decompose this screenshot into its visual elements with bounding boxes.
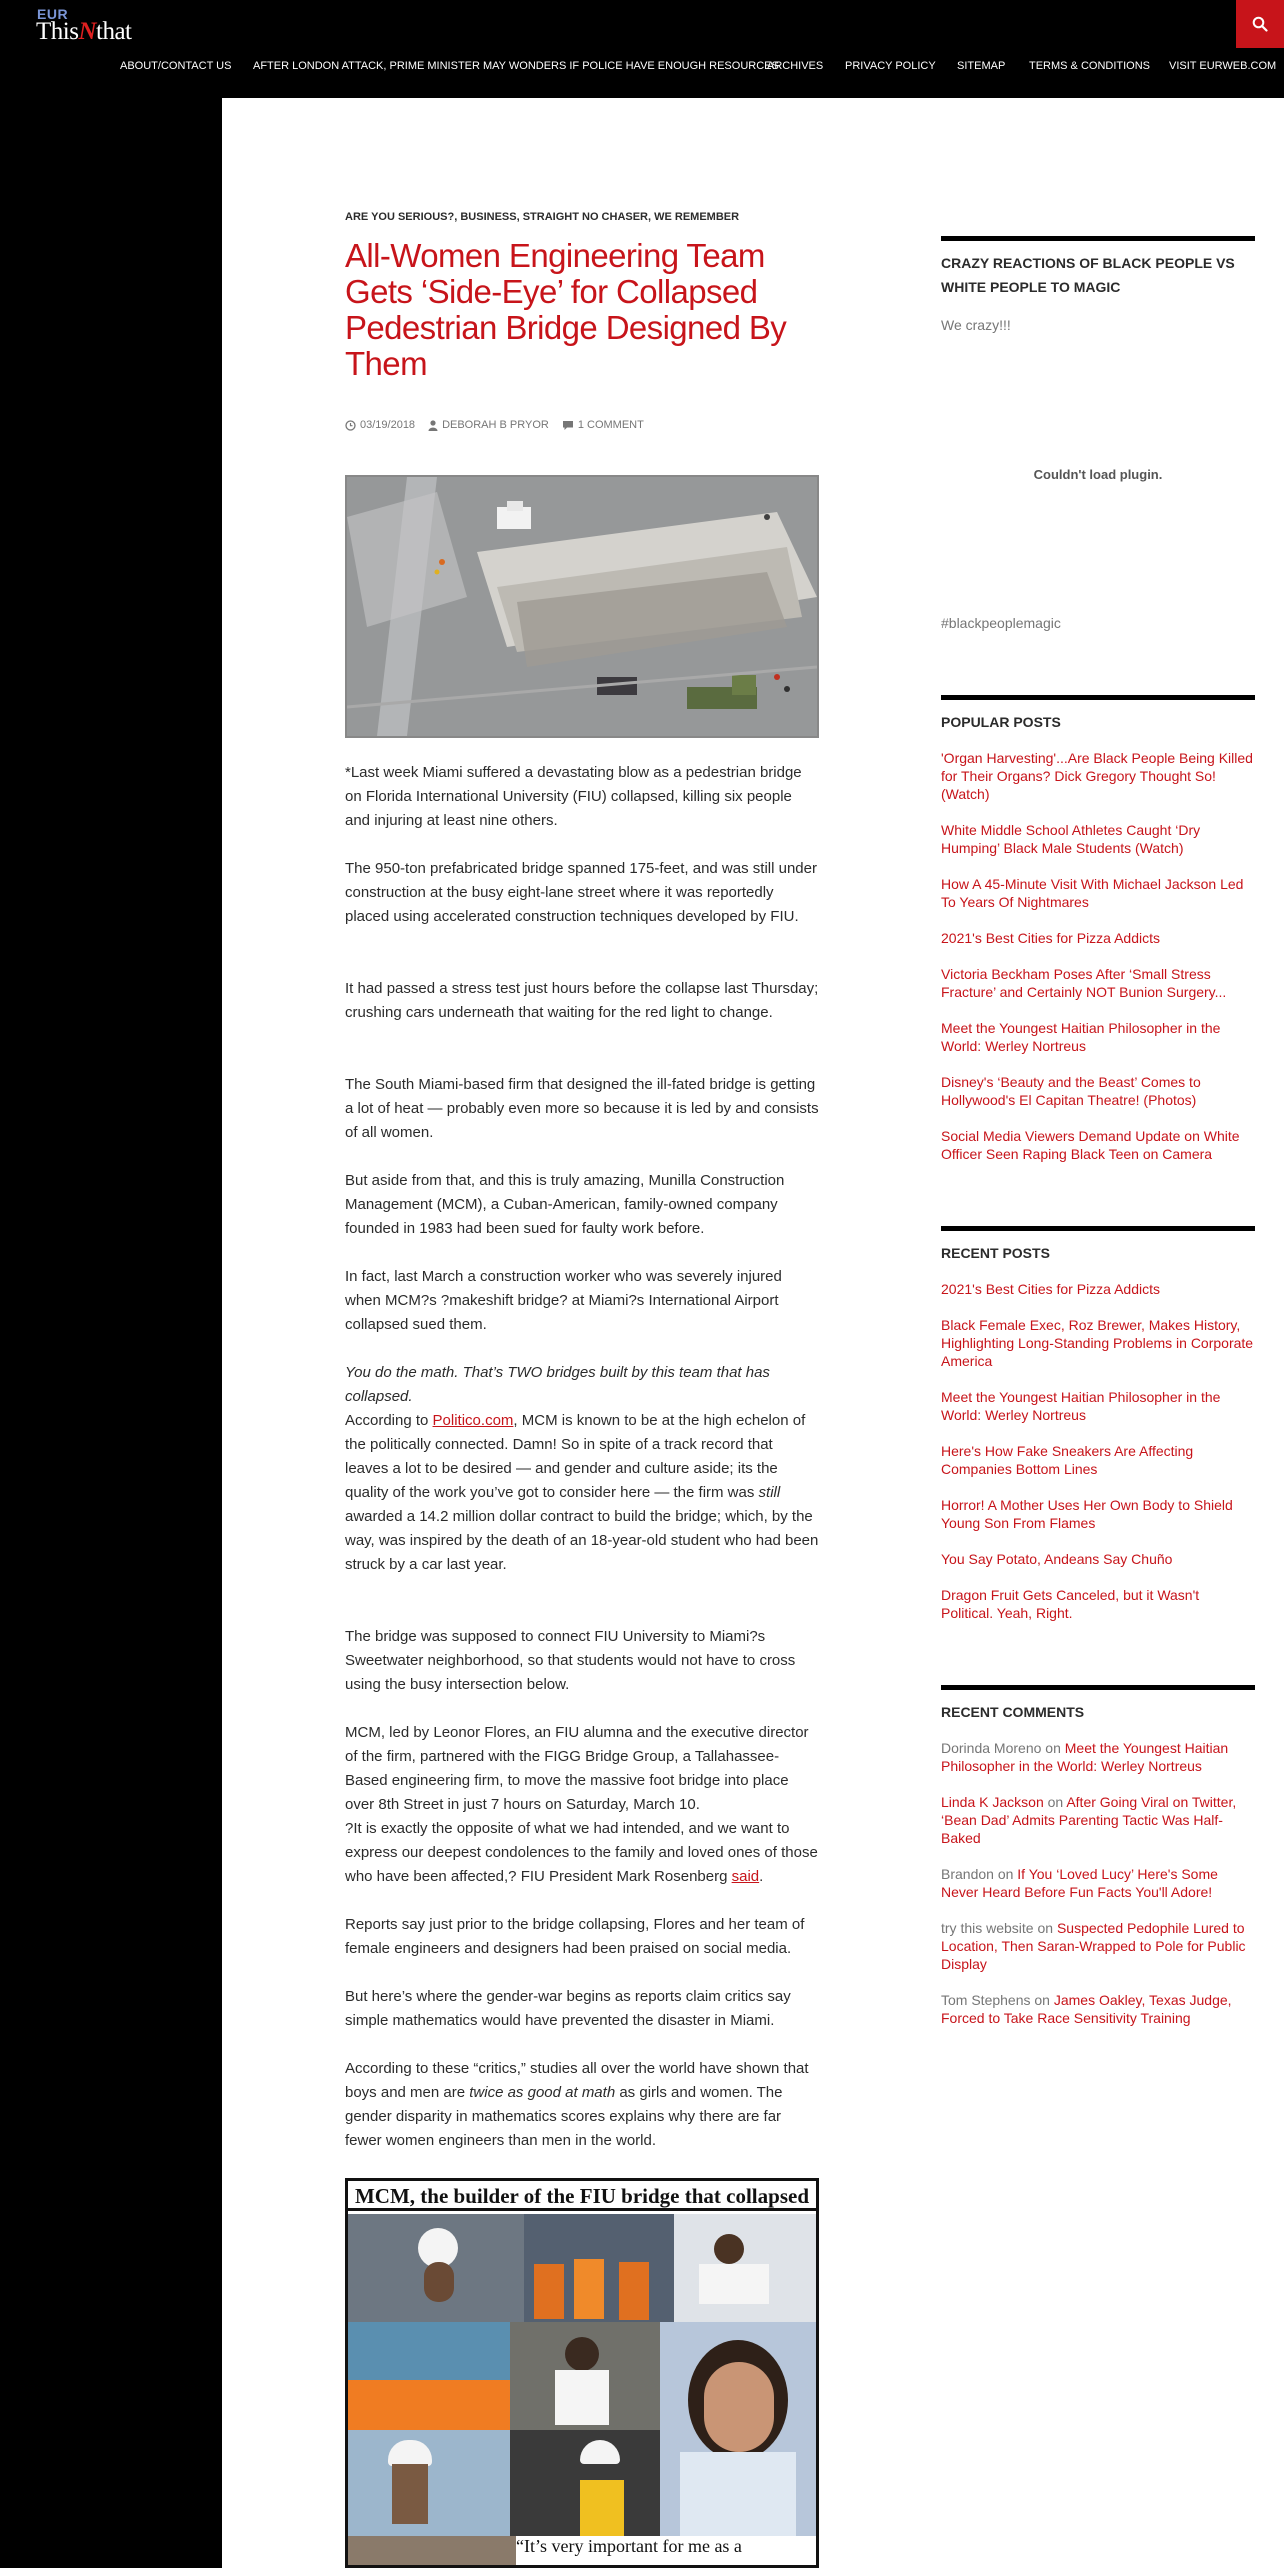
article-paragraph: But here’s where the gender-war begins as reports claim critics say simple mathematics would have prevented the disaster in Miami. [345,1988,791,2029]
comment-author: Dorinda Moreno [941,1740,1042,1756]
comment-post-link[interactable]: Suspected Pedophile Lured to Location, Then Saran-Wrapped to Pole for Public Display [941,1920,1246,1972]
article-paragraph: According to these “critics,” studies all over the world have shown that boys and men are twice as good at math as girls and women. The gender disparity in mathematics scores explains why there are far fewer women engineers than men in the world. [345,2060,809,2149]
said-link[interactable]: said [731,1868,760,1885]
article-paragraph: The bridge was supposed to connect FIU University to Miami?s Sweetwater neighborhood, so that students would not have to cross using the busy intersection below. [345,1628,796,1693]
primary-nav [0,60,1284,88]
recent-posts-widget [941,1226,1255,1622]
article-paragraph: ?It is exactly the opposite of what we had intended, and we want to express our deepest condolences to the family and loved ones of those who have been affected,? FIU President Mark Rosenberg said. [345,1820,818,1885]
article-paragraph: The 950-ton prefabricated bridge spanned 175-feet, and was still under construction at the busy eight-lane street where it was reportedly placed using accelerated construction techniques developed by FIU. [345,860,817,925]
widget-divider [941,1226,1255,1231]
search-icon [1252,16,1268,32]
widget-title: RECENT COMMENTS [941,1704,1085,1720]
recent-post-link[interactable]: Meet the Youngest Haitian Philosopher in the World: Werley Nortreus [941,1389,1221,1423]
site-header [0,0,1284,98]
collage-photo [524,2214,674,2322]
popular-post-link[interactable]: 2021's Best Cities for Pizza Addicts [941,930,1160,946]
comment-author: Brandon [941,1866,994,1882]
collage-photo [348,2214,524,2322]
article-title[interactable]: All-Women Engineering Team Gets ‘Side-Eye’ for Collapsed Pedestrian Bridge Designed By Them [345,237,787,382]
article-meta [345,419,644,431]
article-paragraph: *Last week Miami suffered a devastating blow as a pedestrian bridge on Florida International University (FIU) collapsed, killing six people and injuring at least nine others. [345,764,802,829]
magic-video-widget [941,236,1255,631]
comment-author: Tom Stephens [941,1992,1031,2008]
widget-title: CRAZY REACTIONS OF BLACK PEOPLE VS WHITE PEOPLE TO MAGIC [941,255,1235,295]
widget-title: RECENT POSTS [941,1245,1050,1261]
nav-sitemap[interactable]: SITEMAP [957,60,1006,72]
category-link[interactable]: BUSINESS [460,211,517,223]
comment-icon [562,420,574,431]
widget-title: POPULAR POSTS [941,714,1061,730]
recent-post-link[interactable]: Black Female Exec, Roz Brewer, Makes History, Highlighting Long-Standing Problems in Corporate America [941,1317,1254,1369]
article-paragraph: According to Politico.com, MCM is known to be at the high echelon of the politically connected. Damn! So in spite of a track record that leaves a lot to be desired — and gender and culture aside; its the quality of the work you’ve got to consider here — the firm was still awarded a 14.2 million dollar contract to build the bridge; which, by the way, was inspired by the death of an 18-year-old student who had been struck by a car last year. [345,1412,819,1573]
article-paragraph: MCM, led by Leonor Flores, an FIU alumna and the executive director of the firm, partnered with the FIGG Bridge Group, a Tallahassee-Based engineering firm, to move the massive foot bridge into place over 8th Street in just 7 hours on Saturday, March 10. [345,1724,809,1813]
widget-text: We crazy!!! [941,317,1011,333]
widget-divider [941,695,1255,700]
comment-post-link[interactable]: After Going Viral on Twitter, ‘Bean Dad’ Admits Parenting Tactic Was Half-Baked [941,1794,1237,1846]
widget-divider [941,236,1255,241]
mcm-team-collage [345,2178,819,2568]
collage-photo [348,2322,510,2430]
article-paragraph: In fact, last March a construction worker who was severely injured when MCM?s ?makeshift bridge? at Miami?s International Airport collapsed sued them. [345,1268,782,1333]
article-paragraph: But aside from that, and this is truly amazing, Munilla Construction Management (MCM), a Cuban-American, family-owned company founded in 1983 had been sued for faulty work before. [345,1172,785,1237]
collage-photo [348,2430,510,2536]
popular-posts-widget [941,695,1255,1163]
nav-about-contact[interactable]: ABOUT/CONTACT US [120,60,232,72]
recent-comments-widget [941,1685,1255,2027]
popular-post-link[interactable]: 'Organ Harvesting'...Are Black People Being Killed for Their Organs? Dick Gregory Thought So! (Watch) [941,750,1253,802]
popular-post-link[interactable]: Victoria Beckham Poses After ‘Small Stress Fracture’ and Certainly NOT Bunion Surgery... [941,966,1227,1000]
bridge-collapse-photo [345,475,819,738]
popular-post-link[interactable]: Disney's ‘Beauty and the Beast’ Comes to Hollywood's El Capitan Theatre! (Photos) [941,1074,1201,1108]
politico-link[interactable]: Politico.com [432,1412,514,1429]
site-logo[interactable] [36,6,196,48]
recent-comment: Linda K Jackson on After Going Viral on Twitter, ‘Bean Dad’ Admits Parenting Tactic Was Half-Baked [941,1794,1237,1846]
collage-photo [674,2214,816,2322]
comment-author-link[interactable]: Linda K Jackson [941,1794,1044,1810]
collage-photo [510,2430,660,2536]
article-paragraph: Reports say just prior to the bridge collapsing, Flores and her team of female engineers and designers had been praised on social media. [345,1916,805,1957]
collage-quote: “It’s very important for me as a [516,2536,742,2556]
nav-terms[interactable]: TERMS & CONDITIONS [1029,60,1151,72]
article-categories: ARE YOU SERIOUS?, BUSINESS, STRAIGHT NO CHASER, WE REMEMBER [345,211,740,223]
nav-visit-eurweb[interactable]: VISIT EURWEB.COM [1169,60,1277,72]
comment-author: try this website [941,1920,1034,1936]
comment-post-link[interactable]: James Oakley, Texas Judge, Forced to Take Race Sensitivity Training [941,1992,1232,2026]
popular-post-link[interactable]: Social Media Viewers Demand Update on White Officer Seen Raping Black Teen on Camera [941,1128,1240,1162]
collage-photo [660,2322,816,2536]
collage-caption: MCM, the builder of the FIU bridge that collapsed [348,2181,816,2211]
popular-post-link[interactable]: Meet the Youngest Haitian Philosopher in the World: Werley Nortreus [941,1020,1221,1054]
clock-icon [345,420,356,431]
plugin-error: Couldn't load plugin. [1033,467,1163,482]
popular-post-link[interactable]: White Middle School Athletes Caught ‘Dry Humping’ Black Male Students (Watch) [941,822,1201,856]
popular-post-link[interactable]: How A 45-Minute Visit With Michael Jackson Led To Years Of Nightmares [941,876,1244,910]
collage-photo [510,2322,660,2430]
content-area [222,98,1284,2568]
post-comments-link[interactable]: 1 COMMENT [562,419,644,431]
search-button[interactable] [1236,0,1284,48]
recent-post-link[interactable]: Dragon Fruit Gets Canceled, but it Wasn't Political. Yeah, Right. [941,1587,1200,1621]
nav-privacy-policy[interactable]: PRIVACY POLICY [845,60,936,72]
recent-post-link[interactable]: 2021's Best Cities for Pizza Addicts [941,1281,1160,1297]
logo-text: ThisNthat [36,18,132,45]
category-link[interactable]: ARE YOU SERIOUS? [345,211,455,223]
category-link[interactable]: STRAIGHT NO CHASER [522,211,648,223]
recent-post-link[interactable]: Here's How Fake Sneakers Are Affecting Companies Bottom Lines [941,1443,1194,1477]
nav-london-attack[interactable]: AFTER LONDON ATTACK, PRIME MINISTER MAY WONDERS IF POLICE HAVE ENOUGH RESOURCES [253,60,779,72]
recent-comment: Dorinda Moreno on Meet the Youngest Haitian Philosopher in the World: Werley Nortreus [941,1740,1229,1774]
recent-comment: Brandon on If You ‘Loved Lucy’ Here's Some Never Heard Before Fun Facts You'll Adore! [941,1866,1218,1900]
user-icon [428,420,438,431]
article-paragraph: You do the math. That’s TWO bridges built by this team that has collapsed. [345,1364,770,1405]
recent-post-link[interactable]: You Say Potato, Andeans Say Chuño [941,1551,1173,1567]
widget-hashtag: #blackpeoplemagic [941,615,1061,631]
category-link[interactable]: WE REMEMBER [654,211,740,223]
post-date[interactable]: 03/19/2018 [345,419,415,431]
collage-photo [348,2536,516,2568]
recent-comment: Tom Stephens on James Oakley, Texas Judge, Forced to Take Race Sensitivity Training [941,1992,1232,2026]
comment-post-link[interactable]: Meet the Youngest Haitian Philosopher in the World: Werley Nortreus [941,1740,1229,1774]
post-author[interactable]: DEBORAH B PRYOR [428,419,549,431]
recent-comment: try this website on Suspected Pedophile Lured to Location, Then Saran-Wrapped to Pole for Public Display [941,1920,1246,1972]
logo-eur: EUR [37,6,69,22]
nav-archives[interactable]: ARCHIVES [767,60,824,72]
recent-post-link[interactable]: Horror! A Mother Uses Her Own Body to Shield Young Son From Flames [941,1497,1233,1531]
widget-divider [941,1685,1255,1690]
comment-post-link[interactable]: If You ‘Loved Lucy’ Here's Some Never Heard Before Fun Facts You'll Adore! [941,1866,1218,1900]
article-paragraph: The South Miami-based firm that designed the ill-fated bridge is getting a lot of heat — probably even more so because it is led by and consists of all women. [345,1076,819,1141]
article-paragraph: It had passed a stress test just hours before the collapse last Thursday; crushing cars underneath that waiting for the red light to change. [345,980,819,1021]
